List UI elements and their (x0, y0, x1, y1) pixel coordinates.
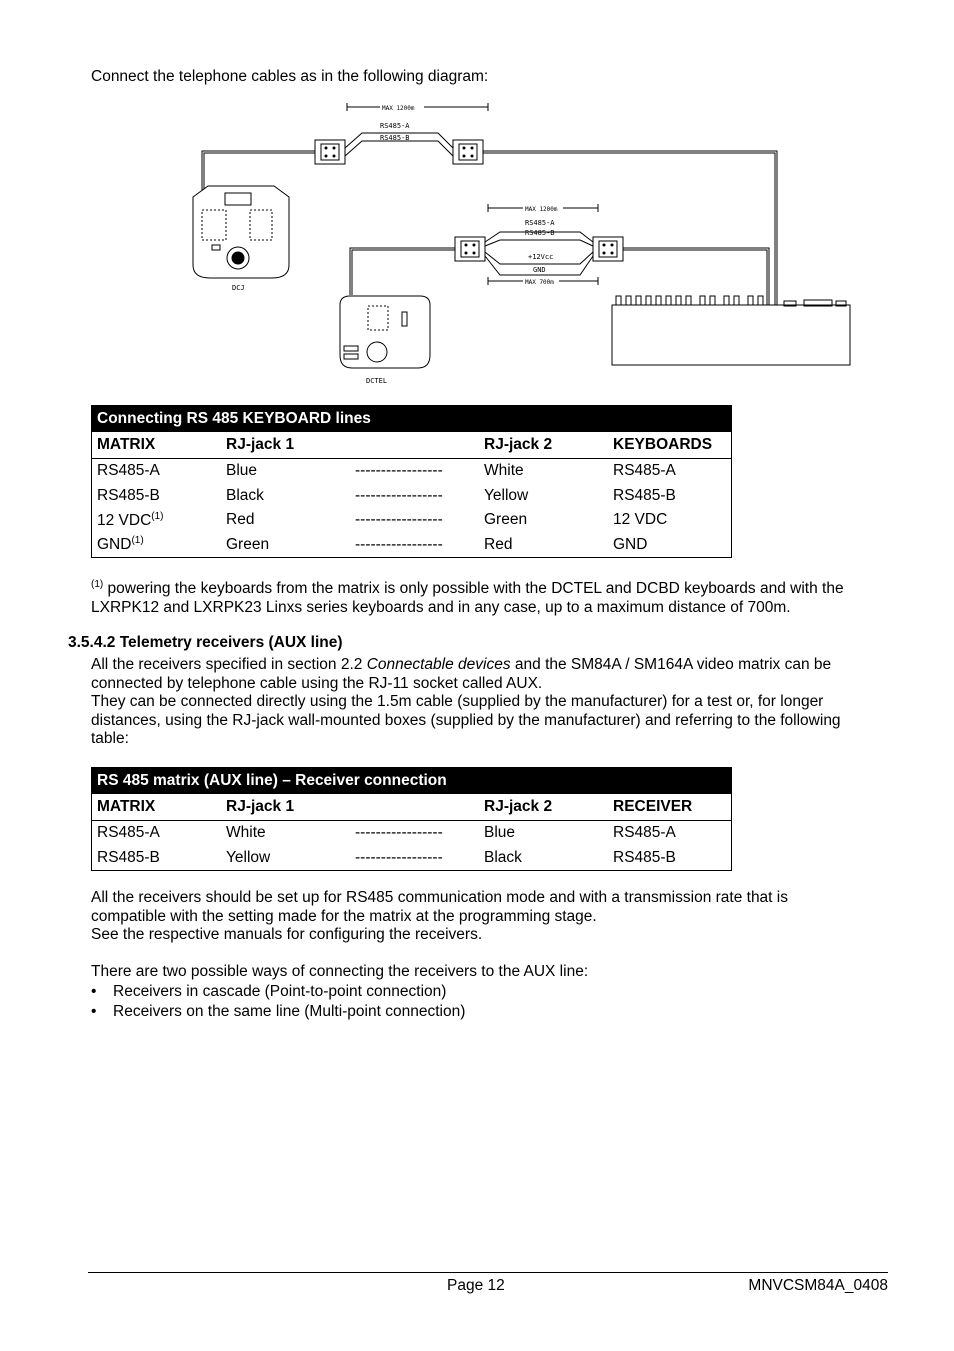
table-row (92, 484, 732, 509)
col-header-rj-jack-2: RJ-jack 2 (479, 794, 608, 821)
cell-matrix: RS485-B (97, 486, 160, 504)
top-rs-a-label: RS485-A (380, 122, 410, 130)
list-item (91, 982, 465, 1002)
footnote-ref: (1) (151, 510, 164, 522)
cell-dash: ----------------- (355, 824, 443, 842)
col-header-matrix: MATRIX (92, 432, 222, 459)
dcj-label: DCJ (232, 284, 245, 292)
cell-matrix (92, 533, 222, 558)
intro-text: Connect the telephone cables as in the following diagram: (91, 68, 489, 85)
after-line-3: See the respective manuals for configuring the receivers. (91, 926, 483, 943)
top-distance-label: MAX 1200m (382, 105, 415, 112)
mid-rs-b-label: RS485-B (525, 229, 555, 237)
list-item-text: Receivers in cascade (Point-to-point connection) (113, 983, 447, 1000)
list-item-text: Receivers on the same line (Multi-point connection) (113, 1003, 466, 1020)
top-right-wall-box (453, 140, 483, 164)
mid-rs-a-label: RS485-A (525, 219, 555, 227)
top-rs-b-label: RS485-B (380, 134, 410, 142)
footnote-line-1: powering the keyboards from the matrix is only possible with the DCTEL and DCBD keyboards and with the (103, 580, 844, 598)
dctel-label: DCTEL (366, 377, 388, 385)
footnote (91, 576, 881, 617)
footer-divider (88, 1272, 888, 1273)
bullet-glyph: • (91, 1003, 97, 1020)
footer-page-number: Page 12 (447, 1277, 505, 1294)
section-p2-line-1: They can be connected directly using the 1.5m cable (supplied by the manufacturer) for a test or, for longer (91, 693, 824, 710)
section-p2-line-3: table: (91, 730, 129, 747)
footnote-line-2: LXRPK12 and LXRPK23 Linxs series keyboards and in any case, up to a maximum distance of 700m. (91, 598, 791, 616)
cell-receiver: RS485-B (613, 848, 676, 866)
cell-dash: ----------------- (355, 535, 443, 553)
section-p1-emphasis: Connectable devices (366, 656, 511, 673)
mid-right-wall-box (593, 237, 623, 261)
after-table-text (91, 889, 881, 982)
matrix-rear-panel (612, 296, 850, 365)
table-title: Connecting RS 485 KEYBOARD lines (92, 406, 732, 433)
table-row (92, 846, 732, 871)
footnote-mark: (1) (91, 579, 104, 590)
table-row (92, 459, 732, 484)
cell-dash: ----------------- (355, 511, 443, 529)
gnd-label: GND (533, 266, 546, 274)
cell-matrix: RS485-A (97, 824, 160, 842)
cell-rj-jack-1: White (226, 824, 266, 842)
footnote-ref: (1) (131, 535, 144, 547)
mid-distance-label: MAX 1200m (525, 206, 558, 213)
cell-rj-jack-2: White (484, 462, 524, 480)
mid-left-wall-box (455, 237, 485, 261)
table-row (92, 533, 732, 558)
footer-document-code: MNVCSM84A_0408 (748, 1277, 888, 1294)
section-body (91, 656, 881, 749)
dctel-keyboard (340, 296, 430, 368)
cell-dash: ----------------- (355, 848, 443, 866)
cell-matrix: RS485-A (97, 462, 160, 480)
mid-distance-700-label: MAX 700m (525, 279, 554, 286)
cell-receiver: RS485-A (613, 824, 676, 842)
keyboard-lines-table (91, 405, 732, 558)
col-header-spacer (350, 432, 479, 459)
cell-rj-jack-1: Blue (226, 462, 258, 480)
table-header-row (92, 794, 732, 821)
table-title-row (92, 768, 732, 795)
vcc-label: +12Vcc (528, 253, 554, 261)
cell-rj-jack-1: Red (226, 511, 255, 529)
table-row (92, 508, 732, 533)
after-line-1: All the receivers should be set up for RS485 communication mode and with a transmission rate that is (91, 889, 788, 906)
cell-rj-jack-2: Green (484, 511, 528, 529)
section-p1-b: and the SM84A / SM164A video matrix can be (510, 656, 832, 673)
cell-matrix-text: 12 VDC (97, 511, 152, 529)
list-item (91, 1002, 465, 1022)
wiring-diagram (190, 100, 855, 390)
bullet-glyph: • (91, 983, 97, 1000)
section-heading: 3.5.4.2 Telemetry receivers (AUX line) (68, 634, 343, 651)
after-line-2: compatible with the setting made for the matrix at the programming stage. (91, 907, 597, 925)
cell-rj-jack-2: Blue (484, 824, 516, 842)
cell-keyboard: RS485-A (613, 462, 676, 480)
table-header-row (92, 432, 732, 459)
cell-matrix (92, 508, 222, 533)
col-header-spacer (350, 794, 479, 821)
cell-rj-jack-1: Yellow (226, 848, 271, 866)
cell-rj-jack-2: Black (484, 848, 522, 866)
cell-rj-jack-2: Yellow (484, 486, 529, 504)
connection-methods-list (91, 982, 465, 1022)
table-title: RS 485 matrix (AUX line) – Receiver connection (92, 768, 732, 795)
cell-dash: ----------------- (355, 486, 443, 504)
cell-keyboard: RS485-B (613, 486, 676, 504)
col-header-receiver: RECEIVER (608, 794, 732, 821)
section-p1-line-2: connected by telephone cable using the RJ-11 socket called AUX. (91, 674, 543, 692)
cell-matrix: RS485-B (97, 848, 160, 866)
section-p2-line-2: distances, using the RJ-jack wall-mounted boxes (supplied by the manufacturer) and referring to the following (91, 711, 841, 729)
col-header-matrix: MATRIX (92, 794, 222, 821)
bnc-connectors (616, 296, 763, 305)
receiver-connection-table (91, 767, 732, 871)
cell-rj-jack-1: Green (226, 535, 270, 553)
col-header-rj-jack-1: RJ-jack 1 (221, 794, 350, 821)
top-left-wall-box (315, 140, 345, 164)
dcj-keyboard (193, 186, 289, 278)
cell-keyboard: 12 VDC (613, 511, 668, 529)
col-header-rj-jack-2: RJ-jack 2 (479, 432, 608, 459)
col-header-keyboards: KEYBOARDS (608, 432, 732, 459)
cell-rj-jack-1: Black (226, 486, 264, 504)
cell-dash: ----------------- (355, 462, 443, 480)
table-title-row (92, 406, 732, 433)
section-p1-a: All the receivers specified in section 2.2 (91, 656, 367, 673)
after-line-4: There are two possible ways of connecting the receivers to the AUX line: (91, 963, 589, 980)
cell-matrix-text: GND (97, 536, 132, 554)
cell-rj-jack-2: Red (484, 535, 513, 553)
table-row (92, 821, 732, 846)
col-header-rj-jack-1: RJ-jack 1 (221, 432, 350, 459)
cell-keyboard: GND (613, 535, 648, 553)
